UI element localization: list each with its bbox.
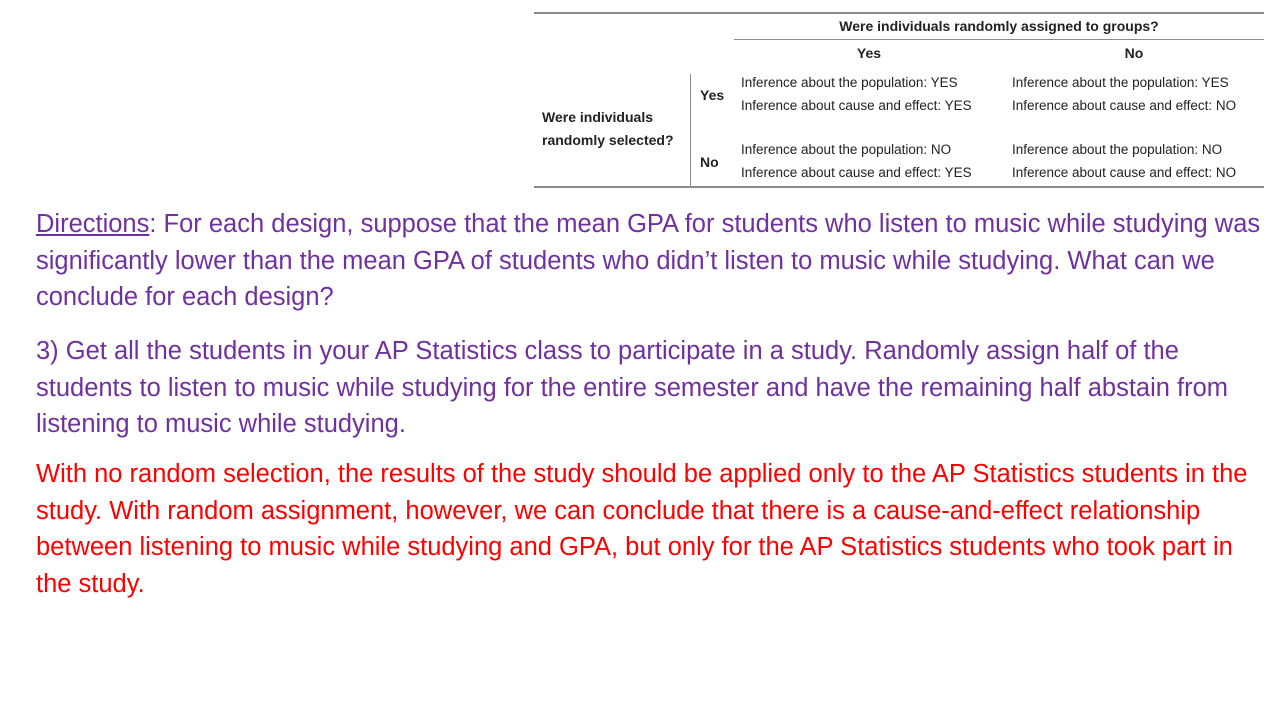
table-cell-yes-no bbox=[1012, 71, 1236, 117]
cell-line: Inference about cause and effect: NO bbox=[1012, 165, 1237, 180]
table-column-yes: Yes bbox=[856, 45, 882, 61]
table-top-rule bbox=[534, 12, 1264, 14]
cell-line: Inference about the population: NO bbox=[1012, 142, 1223, 157]
question-paragraph: 3) Get all the students in your AP Statistics class to participate in a study. Randomly assign half of the students to listen to music while studying for the entire semester and have the remaining half abstain from listening to music while studying. bbox=[36, 337, 1229, 438]
inference-table bbox=[534, 12, 1264, 188]
cell-line: Inference about the population: NO bbox=[741, 142, 952, 157]
answer-paragraph: With no random selection, the results of the study should be applied only to the AP Statistics students in the study. With random assignment, however, we can conclude that there is a cause-and-effect relationship between listening to music while studying and GPA, but only for the AP Statistics students who took part in the study. bbox=[36, 460, 1248, 598]
cell-line: Inference about the population: YES bbox=[741, 75, 958, 90]
table-group-rule bbox=[734, 39, 1264, 40]
directions-text: : For each design, suppose that the mean GPA for students who listen to music while studying was significantly lower than the mean GPA of students who didn’t listen to music while studying. What can we conclude for each design? bbox=[36, 210, 1261, 311]
row-question-line1: Were individuals bbox=[542, 109, 653, 125]
table-cell-yes-yes bbox=[741, 71, 972, 117]
cell-line: Inference about cause and effect: NO bbox=[1012, 98, 1237, 113]
table-cell-no-no bbox=[1012, 138, 1236, 184]
cell-line: Inference about the population: YES bbox=[1012, 75, 1229, 90]
table-cell-no-yes bbox=[741, 138, 972, 184]
table-column-no: No bbox=[1124, 45, 1144, 61]
table-bottom-rule bbox=[534, 186, 1264, 188]
cell-line: Inference about cause and effect: YES bbox=[741, 98, 972, 113]
cell-line: Inference about cause and effect: YES bbox=[741, 165, 972, 180]
table-group-header: Were individuals randomly assigned to groups? bbox=[839, 18, 1159, 34]
directions-label: Directions bbox=[36, 210, 150, 238]
directions-paragraph bbox=[36, 206, 1266, 316]
table-row-no: No bbox=[700, 154, 719, 170]
table-row-question bbox=[542, 106, 692, 152]
row-question-line2: randomly selected? bbox=[542, 132, 674, 148]
table-row-yes: Yes bbox=[700, 87, 725, 103]
